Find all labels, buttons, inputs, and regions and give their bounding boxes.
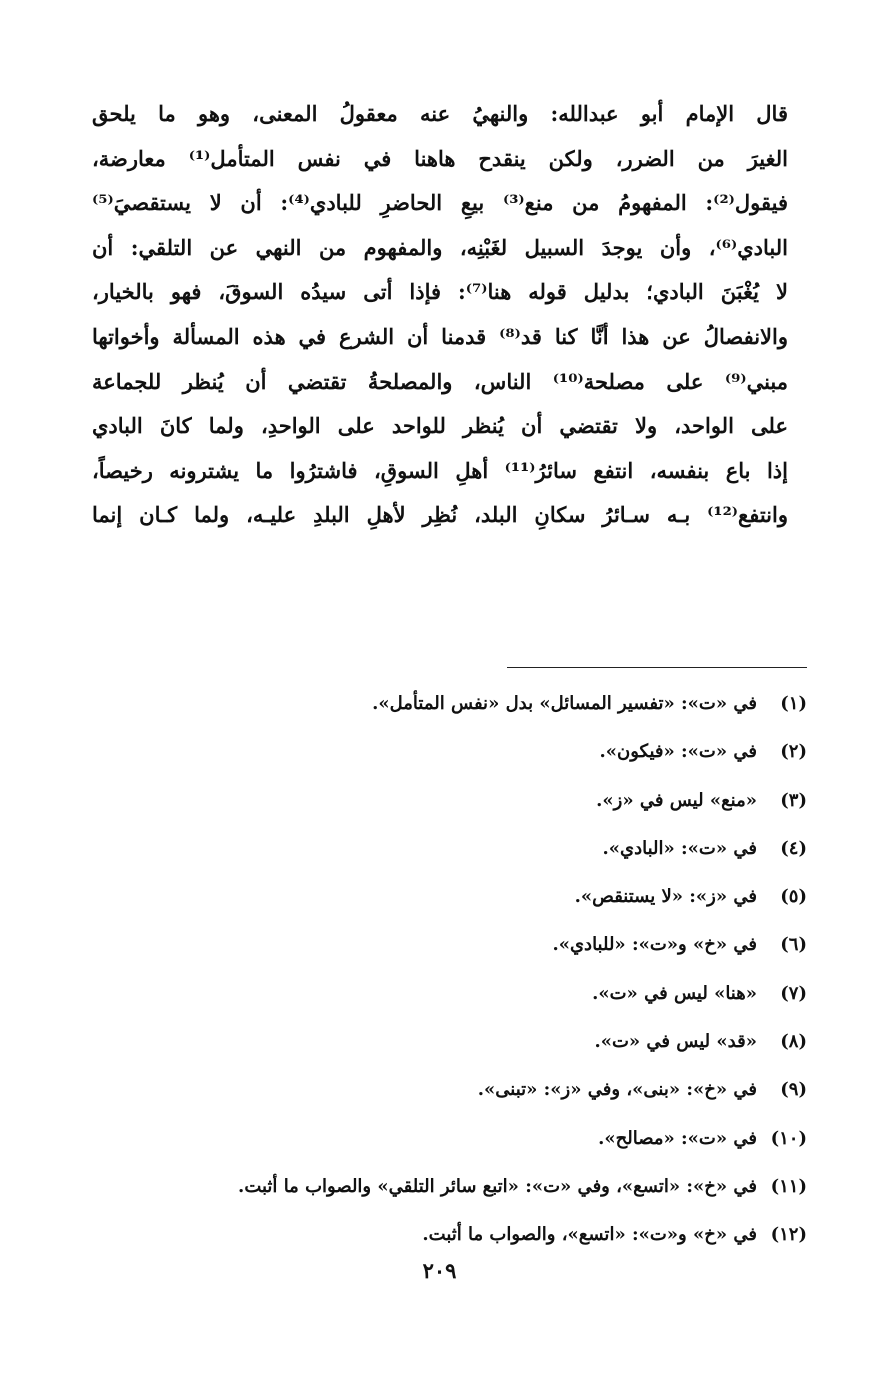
footnote-number: (١٢) — [770, 1224, 807, 1246]
footnote-number: (١) — [780, 693, 807, 714]
footnote-text: في «خ»: «بنى»، وفي «ز»: «تبنى». — [477, 1079, 757, 1101]
footnote-item — [87, 1066, 807, 1114]
footnote-text: «قد» ليس في «ت». — [594, 1031, 757, 1053]
main-text-line: فيقول⁽²⁾: المفهومُ من منع⁽³⁾ بيعِ الحاضرِ للبادي⁽⁴⁾: أن لا يستقصيَ⁽⁵⁾ — [92, 190, 788, 216]
footnotes-list — [87, 680, 807, 1260]
main-text-line: قال الإمام أبو عبدالله: والنهيُ عنه معقولُ المعنى، وهو ما يلحق — [92, 101, 788, 126]
main-text-line: الغيرَ من الضرر، ولكن ينقدح هاهنا في نفس المتأمل⁽¹⁾ معارضة، — [92, 145, 788, 171]
footnote-item — [87, 777, 807, 825]
footnote-text: في «خ» و«ت»: «اتسع»، والصواب ما أثبت. — [422, 1224, 757, 1246]
footnote-number: (٢) — [780, 741, 807, 763]
footnote-number: (٥) — [780, 886, 807, 908]
footnote-text: في «ت»: «البادي». — [602, 837, 757, 859]
footnote-item — [87, 1115, 807, 1163]
footnote-number: (٤) — [780, 837, 807, 859]
main-text-line: والانفصالُ عن هذا أنَّا كنا قد⁽⁸⁾ قدمنا أن الشرع في هذه المسألة وأخواتها — [92, 323, 788, 349]
footnote-number: (١١) — [770, 1175, 807, 1197]
footnote-text: في «ت»: «فيكون». — [599, 741, 757, 763]
footnote-divider — [507, 667, 807, 668]
footnote-number: (٦) — [780, 934, 807, 956]
footnote-number: (٧) — [780, 982, 807, 1004]
footnote-item — [87, 921, 807, 969]
page-number: ٢٠٩ — [422, 1258, 457, 1283]
main-text-line: وانتفع⁽¹²⁾ بـه سـائرُ سكانِ البلد، نُظِر لأهلِ البلدِ عليـه، ولما كـان إنما — [92, 502, 788, 528]
main-text-line: البادي⁽⁶⁾، وأن يوجدَ السبيل لغَبْنِه، والمفهوم من النهي عن التلقي: أن — [92, 234, 788, 260]
footnote-item — [87, 1163, 807, 1211]
footnote-text: في «ز»: «لا يستنقص». — [574, 886, 757, 908]
footnote-number: (٨) — [780, 1031, 807, 1053]
footnote-item — [87, 1018, 807, 1066]
footnote-item — [87, 873, 807, 921]
footnote-number: (١٠) — [770, 1127, 807, 1149]
footnote-item — [87, 1211, 807, 1259]
footnote-text: في «ت»: «مصالح». — [598, 1127, 757, 1149]
footnote-number: (٩) — [780, 1079, 807, 1101]
main-text-body — [92, 92, 788, 538]
footnote-item — [87, 970, 807, 1018]
footnote-text: في «خ» و«ت»: «للبادي». — [552, 934, 757, 956]
footnote-number: (٣) — [780, 789, 807, 811]
footnote-text: في «خ»: «اتسع»، وفي «ت»: «اتبع سائر التلقي» والصواب ما أثبت. — [238, 1175, 757, 1197]
footnote-text: «هنا» ليس في «ت». — [592, 982, 757, 1004]
main-text-line: إذا باع بنفسه، انتفع سائرُ⁽¹¹⁾ أهلِ السوقِ، فاشترُوا ما يشترونه رخيصاً، — [92, 457, 788, 483]
footnote-item — [87, 825, 807, 873]
footnote-text: في «ت»: «تفسير المسائل» بدل «نفس المتأمل». — [372, 693, 757, 714]
main-text-line: لا يُغْبَنَ البادي؛ بدليل قوله هنا⁽⁷⁾: فإذا أتى سيدُه السوقَ، فهو بالخيار، — [92, 279, 788, 305]
main-text-line: مبني⁽⁹⁾ على مصلحة⁽¹⁰⁾ الناس، والمصلحةُ تقتضي أن يُنظر للجماعة — [92, 368, 788, 394]
footnote-text: «منع» ليس في «ز». — [596, 789, 757, 811]
footnote-item — [87, 680, 807, 728]
main-text-line: على الواحد، ولا تقتضي أن يُنظر للواحد على الواحدِ، ولما كانَ البادي — [92, 413, 788, 439]
footnote-item — [87, 728, 807, 776]
